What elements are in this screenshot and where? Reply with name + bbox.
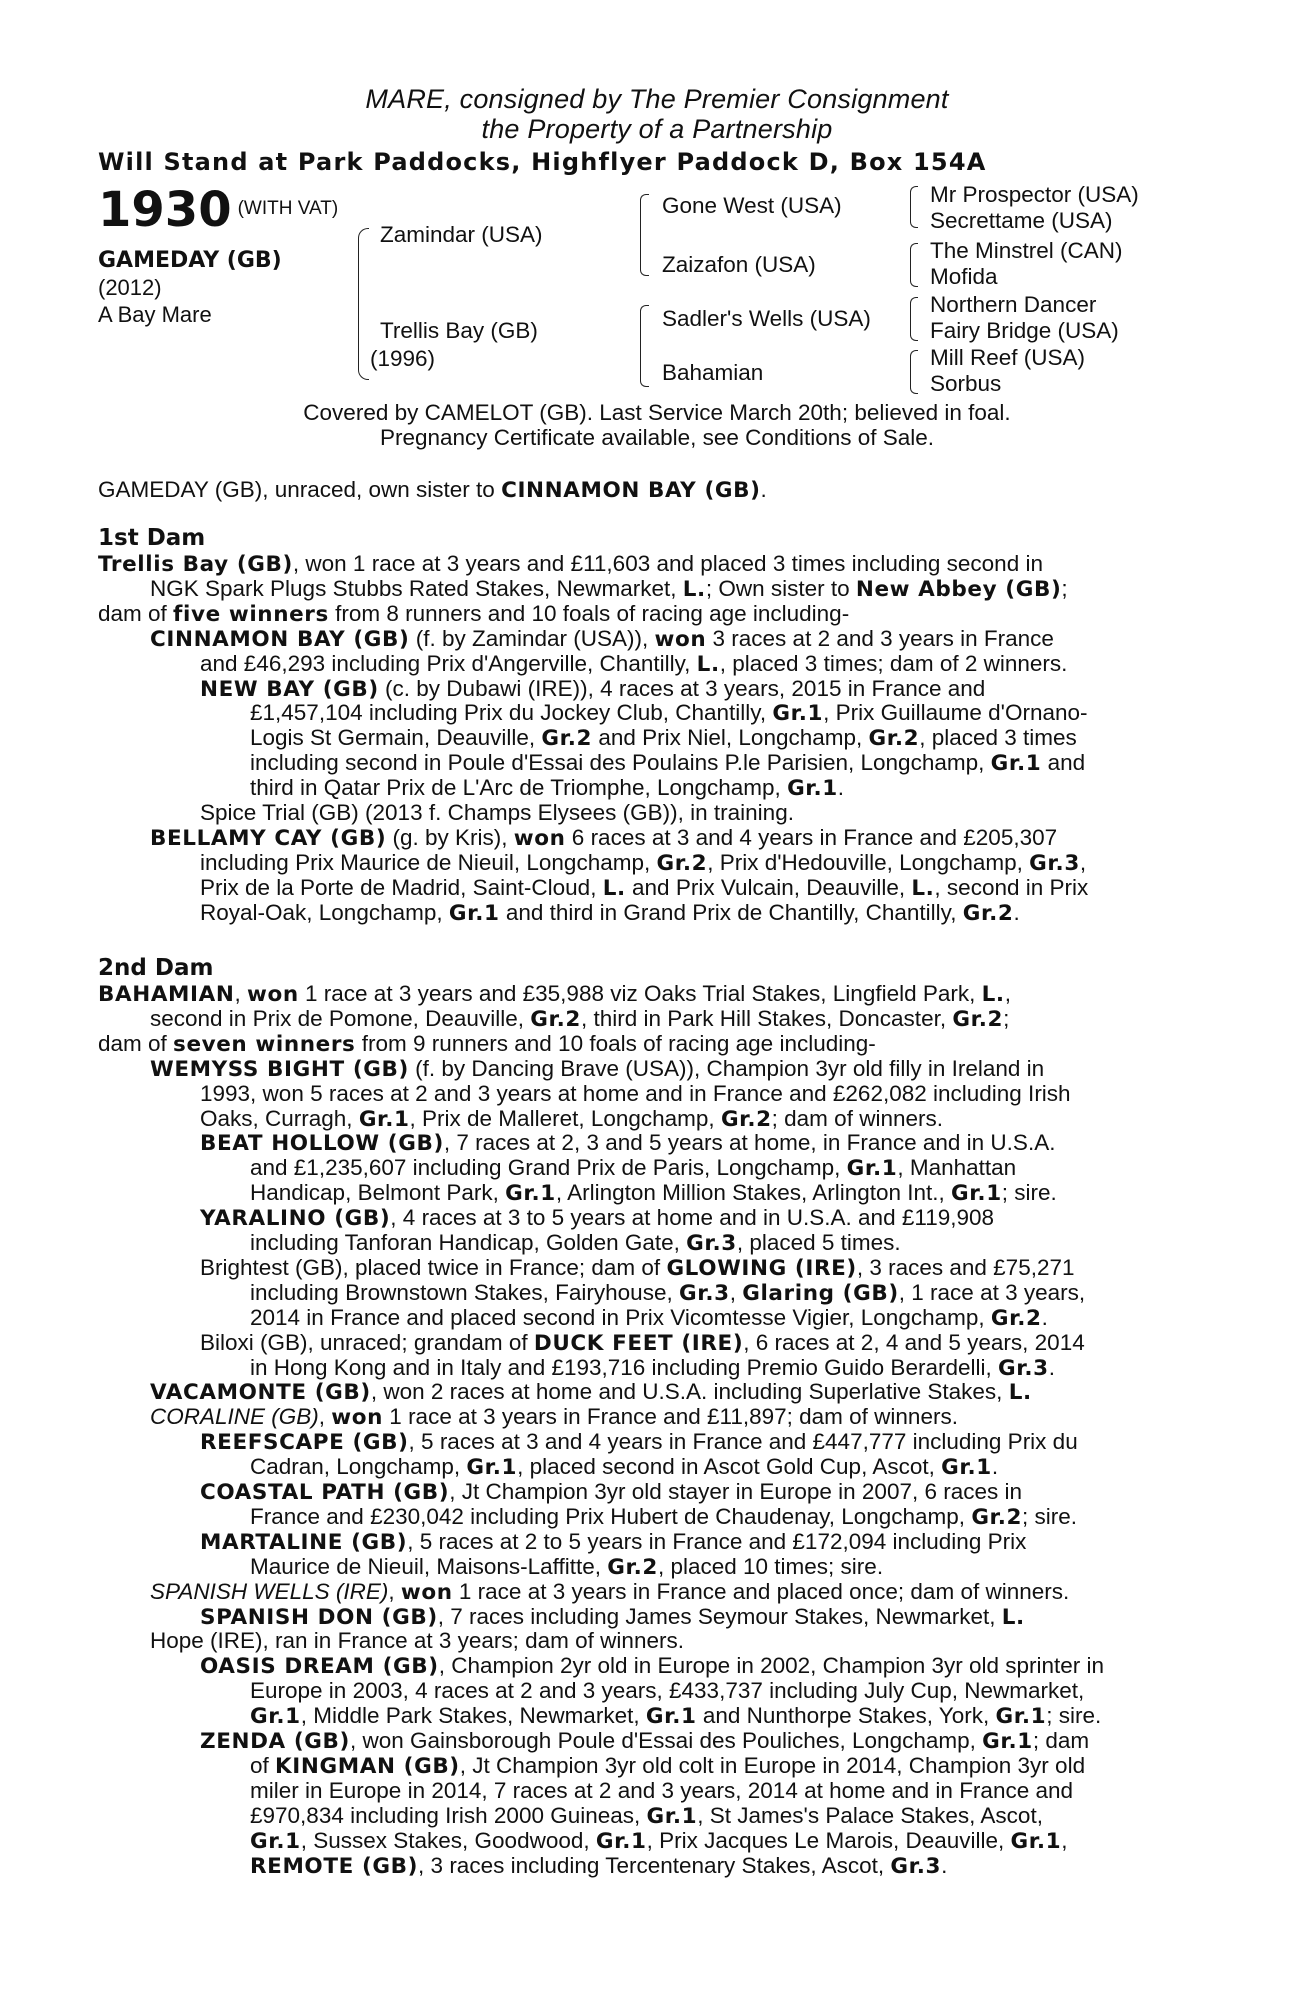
produce-line: third in Qatar Prix de L'Arc de Triomphe, Longchamp, Gr.1. — [250, 775, 845, 802]
second-dam-line: BEAT HOLLOW (GB), 7 races at 2, 3 and 5 years at home, in France and in U.S.A. — [200, 1130, 1056, 1157]
second-dam-line: of KINGMAN (GB), Jt Champion 3yr old colt in Europe in 2014, Champion 3yr old — [250, 1752, 1086, 1779]
pedigree-ds-dam: Fairy Bridge (USA) — [930, 318, 1119, 343]
second-dam-line: France and £230,042 including Prix Hubert de Chaudenay, Longchamp, Gr.2; sire. — [250, 1503, 1078, 1530]
brace-ds — [910, 297, 918, 341]
second-dam-line: Cadran, Longchamp, Gr.1, placed second in Ascot Gold Cup, Ascot, Gr.1. — [250, 1454, 999, 1481]
second-dam-line: YARALINO (GB), 4 races at 3 to 5 years at home and in U.S.A. and £119,908 — [200, 1205, 995, 1232]
second-dam-line: REEFSCAPE (GB), 5 races at 3 and 4 years in France and £447,777 including Prix du — [200, 1429, 1078, 1456]
second-dam-line: CORALINE (GB), won 1 race at 3 years in France and £11,897; dam of winners. — [150, 1404, 958, 1431]
horse-name: GAMEDAY (GB) — [98, 248, 282, 273]
first-dam-heading: 1st Dam — [98, 525, 206, 551]
second-dam-line: 1993, won 5 races at 2 and 3 years at home and in France and £262,082 including Irish — [200, 1080, 1071, 1106]
second-dam-line: Handicap, Belmont Park, Gr.1, Arlington Million Stakes, Arlington Int., Gr.1; sire. — [250, 1180, 1057, 1207]
pedigree-dam-year: (1996) — [370, 346, 436, 371]
lot-number: 1930 — [98, 182, 232, 238]
horse-description: A Bay Mare — [98, 302, 212, 327]
second-dam-line: and £1,235,607 including Grand Prix de Paris, Longchamp, Gr.1, Manhattan — [250, 1155, 1017, 1182]
stand-location: Will Stand at Park Paddocks, Highflyer Paddock D, Box 154A — [98, 148, 987, 176]
pregnancy-line: Pregnancy Certificate available, see Conditions of Sale. — [379, 425, 935, 450]
second-dam-line: in Hong Kong and in Italy and £193,716 including Premio Guido Berardelli, Gr.3. — [250, 1354, 1055, 1381]
pedigree-ds-sire: Northern Dancer — [930, 292, 1097, 317]
second-dam-line: Biloxi (GB), unraced; grandam of DUCK FEET (IRE), 6 races at 2, 4 and 5 years, 2014 — [200, 1329, 1085, 1356]
pedigree-dam-sire: Sadler's Wells (USA) — [662, 306, 871, 331]
second-dam-line: BAHAMIAN, won 1 race at 3 years and £35,988 viz Oaks Trial Stakes, Lingfield Park, L., — [98, 981, 1011, 1007]
vat-note: (WITH VAT) — [237, 198, 339, 219]
first-dam-line: dam of five winners from 8 runners and 10 foals of racing age including- — [98, 600, 850, 627]
property-line: the Property of a Partnership — [481, 114, 833, 144]
pedigree-dd-dam: Sorbus — [930, 371, 1002, 396]
intro-bold: CINNAMON BAY (GB) — [501, 478, 761, 503]
pedigree-brace-main — [358, 228, 369, 380]
second-dam-heading: 2nd Dam — [98, 955, 214, 981]
pedigree-dd-sire: Mill Reef (USA) — [930, 345, 1086, 370]
produce-line: Spice Trial (GB) (2013 f. Champs Elysees (GB)), in training. — [200, 800, 794, 825]
produce-line: CINNAMON BAY (GB) (f. by Zamindar (USA)), won 3 races at 2 and 3 years in France — [150, 625, 1054, 652]
produce-line: £1,457,104 including Prix du Jockey Club, Chantilly, Gr.1, Prix Guillaume d'Ornano- — [250, 700, 1088, 727]
pedigree-ss-dam: Secrettame (USA) — [930, 208, 1113, 233]
horse-year: (2012) — [98, 275, 162, 300]
first-dam-line: Trellis Bay (GB), won 1 race at 3 years and £11,603 and placed 3 times including second in — [98, 551, 1043, 577]
pedigree-sire-sire: Gone West (USA) — [662, 193, 842, 218]
second-dam-line: miler in Europe in 2014, 7 races at 2 and 3 years, 2014 at home and in France and — [250, 1777, 1074, 1803]
second-dam-line: Maurice de Nieuil, Maisons-Laffitte, Gr.2, placed 10 times; sire. — [250, 1553, 884, 1580]
produce-line: and £46,293 including Prix d'Angerville, Chantilly, L., placed 3 times; dam of 2 winners. — [200, 650, 1068, 677]
second-dam-line: second in Prix de Pomone, Deauville, Gr.2, third in Park Hill Stakes, Doncaster, Gr.2; — [150, 1005, 1010, 1032]
produce-line: BELLAMY CAY (GB) (g. by Kris), won 6 races at 3 and 4 years in France and £205,307 — [150, 824, 1058, 851]
second-dam-line: OASIS DREAM (GB), Champion 2yr old in Europe in 2002, Champion 3yr old sprinter in — [200, 1653, 1105, 1680]
second-dam-line: WEMYSS BIGHT (GB) (f. by Dancing Brave (USA)), Champion 3yr old filly in Ireland in — [150, 1055, 1045, 1082]
second-dam-line: COASTAL PATH (GB), Jt Champion 3yr old stayer in Europe in 2007, 6 races in — [200, 1479, 1023, 1505]
second-dam-line: Europe in 2003, 4 races at 2 and 3 years, £433,737 including July Cup, Newmarket, — [250, 1678, 1085, 1704]
second-dam-line: REMOTE (GB), 3 races including Tercentenary Stakes, Ascot, Gr.3. — [250, 1852, 948, 1879]
produce-line: including Prix Maurice de Nieuil, Longchamp, Gr.2, Prix d'Hedouville, Longchamp, Gr.3, — [200, 849, 1087, 876]
produce-line: Royal-Oak, Longchamp, Gr.1 and third in Grand Prix de Chantilly, Chantilly, Gr.2. — [200, 899, 1020, 926]
second-dam-line: ZENDA (GB), won Gainsborough Poule d'Essai des Pouliches, Longchamp, Gr.1; dam — [200, 1728, 1090, 1754]
pedigree-ss-sire: Mr Prospector (USA) — [930, 182, 1139, 207]
brace-sd — [910, 243, 918, 287]
second-dam-line: SPANISH DON (GB), 7 races including James Seymour Stakes, Newmarket, L. — [200, 1603, 1025, 1630]
second-dam-line: Oaks, Curragh, Gr.1, Prix de Malleret, Longchamp, Gr.2; dam of winners. — [200, 1105, 943, 1132]
second-dam-line: 2014 in France and placed second in Prix Vicomtesse Vigier, Longchamp, Gr.2. — [250, 1304, 1048, 1331]
produce-line: including second in Poule d'Essai des Poulains P.le Parisien, Longchamp, Gr.1 and — [250, 750, 1086, 777]
second-dam-line: including Brownstown Stakes, Fairyhouse, Gr.3, Glaring (GB), 1 race at 3 years, — [250, 1279, 1086, 1306]
lot-number-block — [98, 182, 338, 238]
pedigree-brace-sire — [640, 194, 649, 276]
produce-line: Prix de la Porte de Madrid, Saint-Cloud, L. and Prix Vulcain, Deauville, L., second in Prix — [200, 874, 1089, 901]
brace-ss — [910, 186, 918, 228]
covered-line: Covered by CAMELOT (GB). Last Service March 20th; believed in foal. — [303, 400, 1011, 425]
pedigree-sd-dam: Mofida — [930, 264, 998, 289]
brace-dd — [910, 350, 918, 394]
second-dam-line: VACAMONTE (GB), won 2 races at home and U.S.A. including Superlative Stakes, L. — [150, 1379, 1032, 1406]
consignor-line: MARE, consigned by The Premier Consignment — [365, 84, 949, 114]
second-dam-line: including Tanforan Handicap, Golden Gate, Gr.3, placed 5 times. — [250, 1230, 901, 1256]
pedigree-dam-dam: Bahamian — [662, 360, 764, 385]
second-dam-line: Gr.1, Middle Park Stakes, Newmarket, Gr.1 and Nunthorpe Stakes, York, Gr.1; sire. — [250, 1703, 1102, 1730]
produce-line: Logis St Germain, Deauville, Gr.2 and Prix Niel, Longchamp, Gr.2, placed 3 times — [250, 725, 1077, 752]
first-dam-line: NGK Spark Plugs Stubbs Rated Stakes, Newmarket, L.; Own sister to New Abbey (GB); — [150, 575, 1068, 602]
intro-line — [98, 477, 767, 503]
intro-text: GAMEDAY (GB), unraced, own sister to — [98, 477, 502, 502]
second-dam-line: Gr.1, Sussex Stakes, Goodwood, Gr.1, Prix Jacques Le Marois, Deauville, Gr.1, — [250, 1827, 1068, 1854]
pedigree-sire-dam: Zaizafon (USA) — [662, 252, 816, 277]
pedigree-sd-sire: The Minstrel (CAN) — [930, 238, 1123, 263]
produce-line: NEW BAY (GB) (c. by Dubawi (IRE)), 4 races at 3 years, 2015 in France and — [200, 675, 986, 702]
second-dam-line: SPANISH WELLS (IRE), won 1 race at 3 years in France and placed once; dam of winners. — [150, 1578, 1070, 1605]
second-dam-line: £970,834 including Irish 2000 Guineas, Gr.1, St James's Palace Stakes, Ascot, — [250, 1802, 1043, 1829]
second-dam-line: Hope (IRE), ran in France at 3 years; dam of winners. — [150, 1628, 684, 1654]
intro-end: . — [760, 477, 767, 502]
second-dam-line: dam of seven winners from 9 runners and 10 foals of racing age including- — [98, 1030, 876, 1057]
second-dam-line: MARTALINE (GB), 5 races at 2 to 5 years in France and £172,094 including Prix — [200, 1528, 1027, 1555]
pedigree-sire: Zamindar (USA) — [380, 222, 543, 247]
second-dam-line: Brightest (GB), placed twice in France; dam of GLOWING (IRE), 3 races and £75,271 — [200, 1254, 1075, 1281]
pedigree-dam: Trellis Bay (GB) — [380, 318, 538, 343]
pedigree-brace-dam — [640, 305, 649, 387]
